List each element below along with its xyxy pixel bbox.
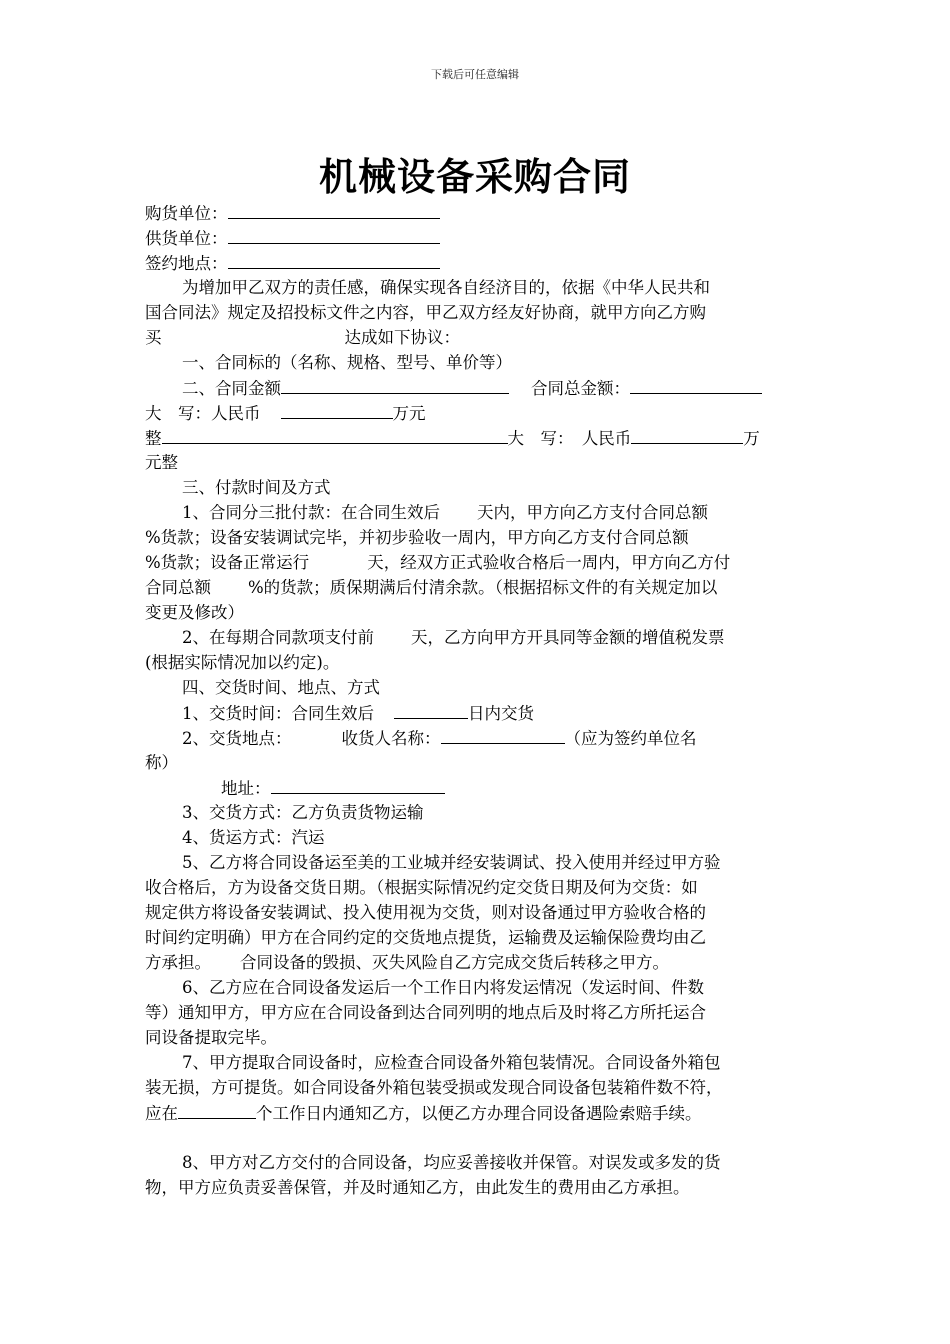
total-amount-blank [630,375,762,394]
workdays-blank [178,1100,256,1119]
clause-5: 方承担。 合同设备的毁损、灭失风险自乙方完成交货后转移之甲方。 [145,953,669,972]
clause-6: 同设备提取完毕。 [145,1028,277,1047]
page-title: 机械设备采购合同 [318,154,631,199]
preamble-line: 买 达成如下协议： [145,328,460,347]
section-2-line: 元整 [145,453,178,472]
address-line: 地址： [145,775,807,800]
preamble-line: 国合同法》规定及招投标文件之内容，甲乙双方经友好协商，就甲方向乙方购 [145,303,706,322]
address-blank [271,775,445,794]
clause-5: 收合格后，方为设备交货日期。（根据实际情况约定交货日期及何为交货：如 [145,878,698,897]
clause-5: 规定供方将设备安装调试、投入使用视为交货，则对设备通过甲方验收合格的 [145,903,706,922]
clause-6: 等）通知甲方，甲方应在合同设备到达合同列明的地点后及时将乙方所托运合 [145,1003,706,1022]
contract-body [145,200,807,1200]
supplier-blank [228,225,440,244]
payment-line: 合同总额 %的货款；质保期满后付清余款。（根据招标文件的有关规定加以 [145,578,718,597]
section-2-line: 大 写：人民币 万元 [145,400,807,425]
capital-blank-2 [162,425,508,444]
buyer-line: 购货单位： [145,200,807,225]
days-blank [394,700,468,719]
delivery-place: 称） [145,753,178,772]
delivery-place: 2、交货地点： 收货人名称： （应为签约单位名 [145,725,807,750]
invoice-line: 2、在每期合同款项支付前 天，乙方向甲方开具同等金额的增值税发票 [182,628,725,647]
clause-5: 5、乙方将合同设备运至美的工业城并经安装调试、投入使用并经过甲方验 [182,853,721,872]
payment-line: %货款；设备安装调试完毕，并初步验收一周内，甲方向乙方支付合同总额 [145,528,689,547]
section-2: 二、合同金额 合同总金额： [145,375,807,400]
section-1: 一、合同标的（名称、规格、型号、单价等） [182,353,512,372]
location-blank [228,250,440,269]
invoice-line: (根据实际情况加以约定)。 [145,653,340,672]
delivery-method: 3、交货方式：乙方负责货物运输 [182,803,424,822]
location-line: 签约地点： [145,250,807,275]
clause-8: 8、甲方对乙方交付的合同设备，均应妥善接收并保管。对误发或多发的货 [182,1153,721,1172]
header-note: 下载后可任意编辑 [431,68,519,81]
section-2-line: 整 大 写： 人民币 万 [145,425,807,450]
buyer-blank [228,200,440,219]
clause-6: 6、乙方应在合同设备发运后一个工作日内将发运情况（发运时间、件数 [182,978,704,997]
capital-blank [281,400,393,419]
preamble-line: 为增加甲乙双方的责任感，确保实现各自经济目的，依据《中华人民共和 [182,278,710,297]
shipping-method: 4、货运方式：汽运 [182,828,325,847]
clause-7: 应在 个工作日内通知乙方，以便乙方办理合同设备遇险索赔手续。 [145,1100,807,1125]
delivery-time: 1、交货时间：合同生效后 日内交货 [145,700,807,725]
section-4-title: 四、交货时间、地点、方式 [182,678,380,697]
recipient-blank [441,725,565,744]
supplier-line: 供货单位： [145,225,807,250]
payment-line: %货款；设备正常运行 天，经双方正式验收合格后一周内，甲方向乙方付 [145,553,731,572]
section-3-title: 三、付款时间及方式 [182,478,331,497]
clause-8: 物，甲方应负责妥善保管，并及时通知乙方，由此发生的费用由乙方承担。 [145,1178,690,1197]
payment-line: 1、合同分三批付款：在合同生效后 天内，甲方向乙方支付合同总额 [182,503,708,522]
payment-line: 变更及修改） [145,603,244,622]
amount-blank [281,375,509,394]
clause-5: 时间约定明确）甲方在合同约定的交货地点提货，运输费及运输保险费均由乙 [145,928,706,947]
clause-7: 7、甲方提取合同设备时，应检查合同设备外箱包装情况。合同设备外箱包 [182,1053,721,1072]
clause-7: 装无损，方可提货。如合同设备外箱包装受损或发现合同设备包装箱件数不符， [145,1078,723,1097]
capital-blank-3 [631,425,743,444]
